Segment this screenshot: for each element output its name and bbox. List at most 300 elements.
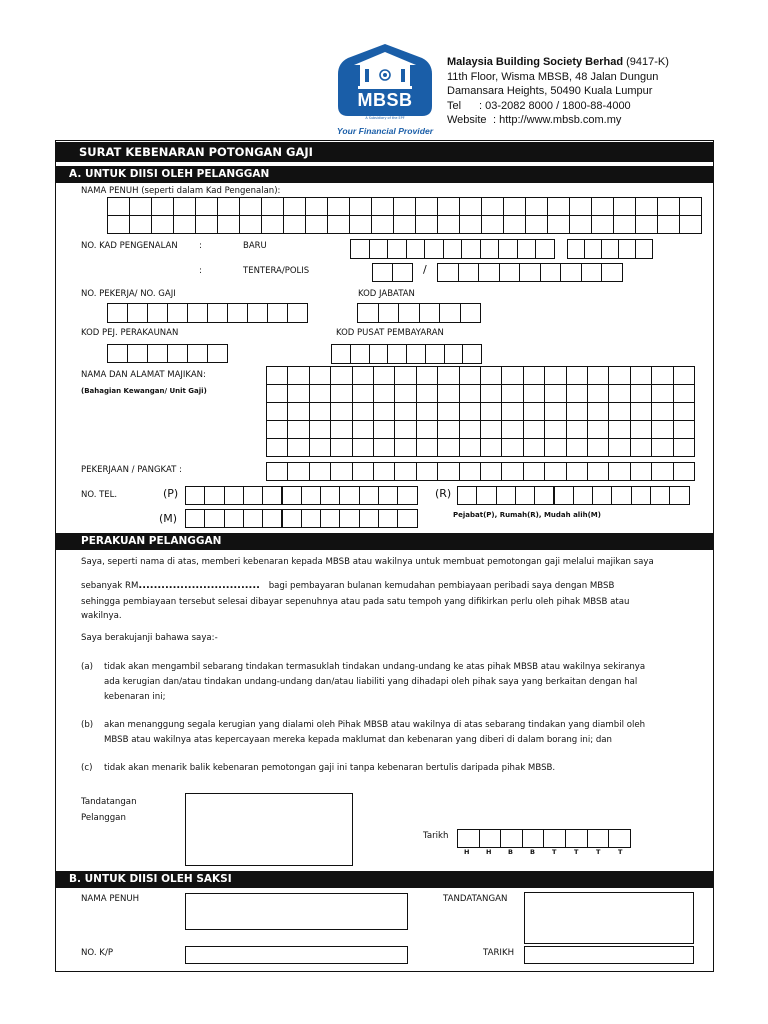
char-box[interactable] bbox=[523, 438, 545, 457]
char-box[interactable] bbox=[373, 462, 395, 481]
char-box[interactable] bbox=[437, 438, 459, 457]
char-box[interactable] bbox=[167, 303, 188, 323]
char-box[interactable] bbox=[673, 438, 695, 457]
tel-home-boxes[interactable] bbox=[457, 486, 690, 505]
char-box[interactable] bbox=[416, 438, 438, 457]
job-boxes[interactable] bbox=[266, 462, 695, 481]
char-box[interactable] bbox=[406, 239, 426, 259]
char-box[interactable] bbox=[630, 366, 652, 385]
tel-mobile-boxes[interactable] bbox=[185, 509, 418, 528]
char-box[interactable] bbox=[611, 486, 631, 505]
char-box[interactable] bbox=[373, 420, 395, 439]
char-box[interactable] bbox=[359, 486, 379, 505]
char-box[interactable] bbox=[350, 344, 370, 364]
char-box[interactable] bbox=[262, 509, 282, 528]
char-box[interactable] bbox=[261, 215, 284, 234]
char-box[interactable] bbox=[481, 215, 504, 234]
char-box[interactable] bbox=[651, 384, 673, 403]
char-box[interactable] bbox=[394, 462, 416, 481]
char-box[interactable] bbox=[476, 486, 496, 505]
char-box[interactable] bbox=[437, 263, 459, 282]
char-box[interactable] bbox=[416, 462, 438, 481]
char-box[interactable] bbox=[461, 239, 481, 259]
char-box[interactable] bbox=[587, 420, 609, 439]
char-box[interactable] bbox=[523, 420, 545, 439]
char-box[interactable] bbox=[547, 197, 570, 216]
char-box[interactable] bbox=[320, 486, 340, 505]
char-box[interactable] bbox=[309, 438, 331, 457]
char-box[interactable] bbox=[373, 384, 395, 403]
char-box[interactable] bbox=[566, 438, 588, 457]
char-box[interactable] bbox=[657, 215, 680, 234]
char-box[interactable] bbox=[608, 420, 630, 439]
char-box[interactable] bbox=[592, 486, 612, 505]
char-box[interactable] bbox=[459, 384, 481, 403]
char-box[interactable] bbox=[480, 384, 502, 403]
char-box[interactable] bbox=[352, 462, 374, 481]
char-box[interactable] bbox=[503, 215, 526, 234]
char-box[interactable] bbox=[630, 462, 652, 481]
char-box[interactable] bbox=[352, 402, 374, 421]
char-box[interactable] bbox=[584, 239, 602, 259]
decl-amount-field[interactable]: ................................ bbox=[138, 580, 260, 591]
char-box[interactable] bbox=[305, 197, 328, 216]
char-box[interactable] bbox=[415, 215, 438, 234]
char-box[interactable] bbox=[185, 509, 205, 528]
char-box[interactable] bbox=[371, 197, 394, 216]
char-box[interactable] bbox=[501, 402, 523, 421]
char-box[interactable] bbox=[127, 303, 148, 323]
char-box[interactable] bbox=[204, 509, 224, 528]
char-box[interactable] bbox=[635, 215, 658, 234]
char-box[interactable] bbox=[499, 263, 521, 282]
char-box[interactable] bbox=[459, 366, 481, 385]
char-box[interactable] bbox=[287, 402, 309, 421]
char-box[interactable] bbox=[523, 384, 545, 403]
char-box[interactable] bbox=[309, 402, 331, 421]
char-box[interactable] bbox=[129, 215, 152, 234]
char-box[interactable] bbox=[673, 384, 695, 403]
char-box[interactable] bbox=[352, 384, 374, 403]
char-box[interactable] bbox=[517, 239, 537, 259]
char-box[interactable] bbox=[543, 829, 566, 848]
char-box[interactable] bbox=[462, 344, 482, 364]
char-box[interactable] bbox=[397, 509, 417, 528]
char-box[interactable] bbox=[635, 197, 658, 216]
char-box[interactable] bbox=[601, 239, 619, 259]
char-box[interactable] bbox=[167, 344, 188, 363]
char-box[interactable] bbox=[378, 303, 400, 323]
full-name-boxes[interactable] bbox=[107, 197, 702, 234]
char-box[interactable] bbox=[444, 344, 464, 364]
char-box[interactable] bbox=[540, 263, 562, 282]
char-box[interactable] bbox=[651, 462, 673, 481]
char-box[interactable] bbox=[547, 215, 570, 234]
char-box[interactable] bbox=[630, 384, 652, 403]
char-box[interactable] bbox=[371, 215, 394, 234]
char-box[interactable] bbox=[673, 366, 695, 385]
char-box[interactable] bbox=[283, 197, 306, 216]
char-box[interactable] bbox=[560, 263, 582, 282]
char-box[interactable] bbox=[630, 402, 652, 421]
char-box[interactable] bbox=[459, 462, 481, 481]
char-box[interactable] bbox=[679, 197, 702, 216]
job-label: PEKERJAAN / PANGKAT : bbox=[81, 465, 182, 475]
char-box[interactable] bbox=[394, 366, 416, 385]
char-box[interactable] bbox=[567, 239, 585, 259]
char-box[interactable] bbox=[587, 438, 609, 457]
ic-new-boxes-1[interactable] bbox=[350, 239, 462, 259]
char-box[interactable] bbox=[608, 366, 630, 385]
char-box[interactable] bbox=[207, 344, 228, 363]
char-box[interactable] bbox=[480, 420, 502, 439]
char-box[interactable] bbox=[544, 366, 566, 385]
char-box[interactable] bbox=[523, 462, 545, 481]
char-box[interactable] bbox=[287, 462, 309, 481]
char-box[interactable] bbox=[525, 215, 548, 234]
dept-code-boxes[interactable] bbox=[357, 303, 481, 323]
char-box[interactable] bbox=[459, 215, 482, 234]
char-box[interactable] bbox=[287, 303, 308, 323]
char-box[interactable] bbox=[651, 366, 673, 385]
char-box[interactable] bbox=[330, 438, 352, 457]
char-box[interactable] bbox=[397, 486, 417, 505]
char-box[interactable] bbox=[443, 239, 463, 259]
char-box[interactable] bbox=[195, 197, 218, 216]
char-box[interactable] bbox=[151, 215, 174, 234]
char-box[interactable] bbox=[283, 215, 306, 234]
char-box[interactable] bbox=[406, 344, 426, 364]
char-box[interactable] bbox=[393, 215, 416, 234]
char-box[interactable] bbox=[481, 197, 504, 216]
char-box[interactable] bbox=[437, 197, 460, 216]
char-box[interactable] bbox=[107, 303, 128, 323]
char-box[interactable] bbox=[608, 402, 630, 421]
char-box[interactable] bbox=[107, 215, 130, 234]
char-box[interactable] bbox=[147, 344, 168, 363]
char-box[interactable] bbox=[352, 366, 374, 385]
char-box[interactable] bbox=[591, 197, 614, 216]
ic-new-boxes-2[interactable] bbox=[461, 239, 555, 259]
logo-tagline: Your Financial Provider bbox=[336, 126, 434, 136]
char-box[interactable] bbox=[398, 303, 420, 323]
char-box[interactable] bbox=[650, 486, 670, 505]
char-box[interactable] bbox=[266, 402, 288, 421]
char-box[interactable] bbox=[266, 438, 288, 457]
char-box[interactable] bbox=[522, 829, 545, 848]
char-box[interactable] bbox=[287, 438, 309, 457]
char-box[interactable] bbox=[330, 384, 352, 403]
char-box[interactable] bbox=[459, 420, 481, 439]
char-box[interactable] bbox=[330, 402, 352, 421]
char-box[interactable] bbox=[217, 215, 240, 234]
char-box[interactable] bbox=[635, 239, 653, 259]
employer-boxes[interactable] bbox=[266, 366, 695, 457]
char-box[interactable] bbox=[239, 215, 262, 234]
char-box[interactable] bbox=[266, 420, 288, 439]
char-box[interactable] bbox=[581, 263, 603, 282]
char-box[interactable] bbox=[204, 486, 224, 505]
char-box[interactable] bbox=[267, 303, 288, 323]
char-box[interactable] bbox=[503, 197, 526, 216]
customer-signature-box[interactable] bbox=[185, 793, 353, 866]
char-box[interactable] bbox=[501, 366, 523, 385]
char-box[interactable] bbox=[457, 829, 480, 848]
char-box[interactable] bbox=[480, 239, 500, 259]
char-box[interactable] bbox=[587, 366, 609, 385]
char-box[interactable] bbox=[339, 509, 359, 528]
char-box[interactable] bbox=[569, 215, 592, 234]
char-box[interactable] bbox=[359, 509, 379, 528]
char-box[interactable] bbox=[479, 829, 502, 848]
char-box[interactable] bbox=[673, 462, 695, 481]
ic-army-prefix-boxes[interactable] bbox=[372, 263, 413, 282]
char-box[interactable] bbox=[459, 197, 482, 216]
char-box[interactable] bbox=[534, 486, 554, 505]
char-box[interactable] bbox=[301, 486, 321, 505]
char-box[interactable] bbox=[373, 402, 395, 421]
char-box[interactable] bbox=[330, 420, 352, 439]
char-box[interactable] bbox=[393, 197, 416, 216]
char-box[interactable] bbox=[287, 420, 309, 439]
char-box[interactable] bbox=[500, 829, 523, 848]
char-box[interactable] bbox=[349, 197, 372, 216]
char-box[interactable] bbox=[151, 197, 174, 216]
char-box[interactable] bbox=[554, 486, 574, 505]
worker-no-label: NO. PEKERJA/ NO. GAJI bbox=[81, 289, 176, 299]
char-box[interactable] bbox=[373, 366, 395, 385]
char-box[interactable] bbox=[394, 438, 416, 457]
char-box[interactable] bbox=[669, 486, 689, 505]
char-box[interactable] bbox=[437, 462, 459, 481]
char-box[interactable] bbox=[320, 509, 340, 528]
witness-date-box[interactable] bbox=[524, 946, 694, 964]
char-box[interactable] bbox=[309, 462, 331, 481]
char-box[interactable] bbox=[262, 486, 282, 505]
char-box[interactable] bbox=[378, 509, 398, 528]
char-box[interactable] bbox=[369, 239, 389, 259]
char-box[interactable] bbox=[394, 420, 416, 439]
char-box[interactable] bbox=[565, 829, 588, 848]
char-box[interactable] bbox=[357, 303, 379, 323]
char-box[interactable] bbox=[217, 197, 240, 216]
char-box[interactable] bbox=[587, 402, 609, 421]
char-box[interactable] bbox=[394, 402, 416, 421]
ic-new-boxes-3[interactable] bbox=[567, 239, 653, 259]
char-box[interactable] bbox=[369, 344, 389, 364]
char-box[interactable] bbox=[419, 303, 441, 323]
char-box[interactable] bbox=[566, 462, 588, 481]
char-box[interactable] bbox=[608, 438, 630, 457]
char-box[interactable] bbox=[501, 462, 523, 481]
char-box[interactable] bbox=[266, 366, 288, 385]
char-box[interactable] bbox=[378, 486, 398, 505]
char-box[interactable] bbox=[608, 462, 630, 481]
char-box[interactable] bbox=[608, 829, 631, 848]
pay-code-boxes[interactable] bbox=[331, 344, 482, 364]
char-box[interactable] bbox=[601, 263, 623, 282]
char-box[interactable] bbox=[437, 366, 459, 385]
char-box[interactable] bbox=[501, 420, 523, 439]
acc-code-boxes[interactable] bbox=[107, 344, 228, 363]
char-box[interactable] bbox=[460, 303, 482, 323]
char-box[interactable] bbox=[373, 438, 395, 457]
char-box[interactable] bbox=[437, 420, 459, 439]
char-box[interactable] bbox=[591, 215, 614, 234]
char-box[interactable] bbox=[573, 486, 593, 505]
char-box[interactable] bbox=[631, 486, 651, 505]
char-box[interactable] bbox=[350, 239, 370, 259]
char-box[interactable] bbox=[187, 303, 208, 323]
char-box[interactable] bbox=[544, 384, 566, 403]
char-box[interactable] bbox=[261, 197, 284, 216]
char-box[interactable] bbox=[309, 384, 331, 403]
char-box[interactable] bbox=[287, 366, 309, 385]
char-box[interactable] bbox=[651, 402, 673, 421]
char-box[interactable] bbox=[147, 303, 168, 323]
char-box[interactable] bbox=[535, 239, 555, 259]
char-box[interactable] bbox=[425, 344, 445, 364]
char-box[interactable] bbox=[415, 197, 438, 216]
char-box[interactable] bbox=[566, 366, 588, 385]
char-box[interactable] bbox=[207, 303, 228, 323]
char-box[interactable] bbox=[305, 215, 328, 234]
char-box[interactable] bbox=[587, 829, 610, 848]
witness-ic-box[interactable] bbox=[185, 946, 408, 964]
tel-office-boxes[interactable] bbox=[185, 486, 418, 505]
char-box[interactable] bbox=[127, 344, 148, 363]
char-box[interactable] bbox=[394, 384, 416, 403]
char-box[interactable] bbox=[282, 509, 302, 528]
char-box[interactable] bbox=[243, 486, 263, 505]
char-box[interactable] bbox=[459, 438, 481, 457]
char-box[interactable] bbox=[501, 438, 523, 457]
char-box[interactable] bbox=[519, 263, 541, 282]
char-box[interactable] bbox=[458, 263, 480, 282]
char-box[interactable] bbox=[173, 197, 196, 216]
char-box[interactable] bbox=[327, 215, 350, 234]
char-box[interactable] bbox=[287, 384, 309, 403]
char-box[interactable] bbox=[587, 384, 609, 403]
char-box[interactable] bbox=[416, 402, 438, 421]
char-box[interactable] bbox=[387, 344, 407, 364]
char-box[interactable] bbox=[480, 438, 502, 457]
char-box[interactable] bbox=[227, 303, 248, 323]
char-box[interactable] bbox=[437, 215, 460, 234]
char-box[interactable] bbox=[330, 462, 352, 481]
char-box[interactable] bbox=[187, 344, 208, 363]
char-box[interactable] bbox=[352, 438, 374, 457]
witness-signature-box[interactable] bbox=[524, 892, 694, 944]
char-box[interactable] bbox=[566, 402, 588, 421]
date-boxes[interactable] bbox=[457, 829, 631, 848]
char-box[interactable] bbox=[618, 239, 636, 259]
char-box[interactable] bbox=[392, 263, 413, 282]
char-box[interactable] bbox=[129, 197, 152, 216]
char-box[interactable] bbox=[416, 366, 438, 385]
char-box[interactable] bbox=[195, 215, 218, 234]
char-box[interactable] bbox=[327, 197, 350, 216]
char-box[interactable] bbox=[331, 344, 351, 364]
char-box[interactable] bbox=[224, 486, 244, 505]
char-box[interactable] bbox=[515, 486, 535, 505]
char-box[interactable] bbox=[613, 215, 636, 234]
worker-no-boxes[interactable] bbox=[107, 303, 308, 323]
char-box[interactable] bbox=[523, 402, 545, 421]
char-box[interactable] bbox=[416, 420, 438, 439]
char-box[interactable] bbox=[457, 486, 477, 505]
char-box[interactable] bbox=[107, 344, 128, 363]
char-box[interactable] bbox=[566, 384, 588, 403]
char-box[interactable] bbox=[372, 263, 393, 282]
char-box[interactable] bbox=[498, 239, 518, 259]
char-box[interactable] bbox=[478, 263, 500, 282]
char-box[interactable] bbox=[439, 303, 461, 323]
char-box[interactable] bbox=[544, 402, 566, 421]
char-box[interactable] bbox=[239, 197, 262, 216]
char-box[interactable] bbox=[480, 462, 502, 481]
char-box[interactable] bbox=[544, 462, 566, 481]
char-box[interactable] bbox=[544, 438, 566, 457]
char-box[interactable] bbox=[613, 197, 636, 216]
char-box[interactable] bbox=[107, 197, 130, 216]
char-box[interactable] bbox=[339, 486, 359, 505]
char-box[interactable] bbox=[349, 215, 372, 234]
char-box[interactable] bbox=[330, 366, 352, 385]
char-box[interactable] bbox=[673, 420, 695, 439]
char-box[interactable] bbox=[424, 239, 444, 259]
char-box[interactable] bbox=[496, 486, 516, 505]
char-box[interactable] bbox=[266, 384, 288, 403]
char-box[interactable] bbox=[523, 366, 545, 385]
char-box[interactable] bbox=[416, 384, 438, 403]
char-box[interactable] bbox=[282, 486, 302, 505]
char-box[interactable] bbox=[309, 366, 331, 385]
char-box[interactable] bbox=[185, 486, 205, 505]
char-box[interactable] bbox=[352, 420, 374, 439]
char-box[interactable] bbox=[630, 438, 652, 457]
char-box[interactable] bbox=[301, 509, 321, 528]
witness-name-box[interactable] bbox=[185, 893, 408, 930]
ic-army-boxes[interactable] bbox=[437, 263, 623, 282]
char-box[interactable] bbox=[173, 215, 196, 234]
char-box[interactable] bbox=[630, 420, 652, 439]
char-box[interactable] bbox=[224, 509, 244, 528]
char-box[interactable] bbox=[651, 420, 673, 439]
char-box[interactable] bbox=[673, 402, 695, 421]
char-box[interactable] bbox=[247, 303, 268, 323]
char-box[interactable] bbox=[387, 239, 407, 259]
char-box[interactable] bbox=[587, 462, 609, 481]
char-box[interactable] bbox=[459, 402, 481, 421]
char-box[interactable] bbox=[679, 215, 702, 234]
char-box[interactable] bbox=[266, 462, 288, 481]
char-box[interactable] bbox=[309, 420, 331, 439]
char-box[interactable] bbox=[566, 420, 588, 439]
char-box[interactable] bbox=[651, 438, 673, 457]
char-box[interactable] bbox=[243, 509, 263, 528]
char-box[interactable] bbox=[569, 197, 592, 216]
char-box[interactable] bbox=[544, 420, 566, 439]
char-box[interactable] bbox=[657, 197, 680, 216]
char-box[interactable] bbox=[437, 384, 459, 403]
char-box[interactable] bbox=[608, 384, 630, 403]
char-box[interactable] bbox=[480, 366, 502, 385]
char-box[interactable] bbox=[437, 402, 459, 421]
char-box[interactable] bbox=[525, 197, 548, 216]
char-box[interactable] bbox=[501, 384, 523, 403]
char-box[interactable] bbox=[480, 402, 502, 421]
